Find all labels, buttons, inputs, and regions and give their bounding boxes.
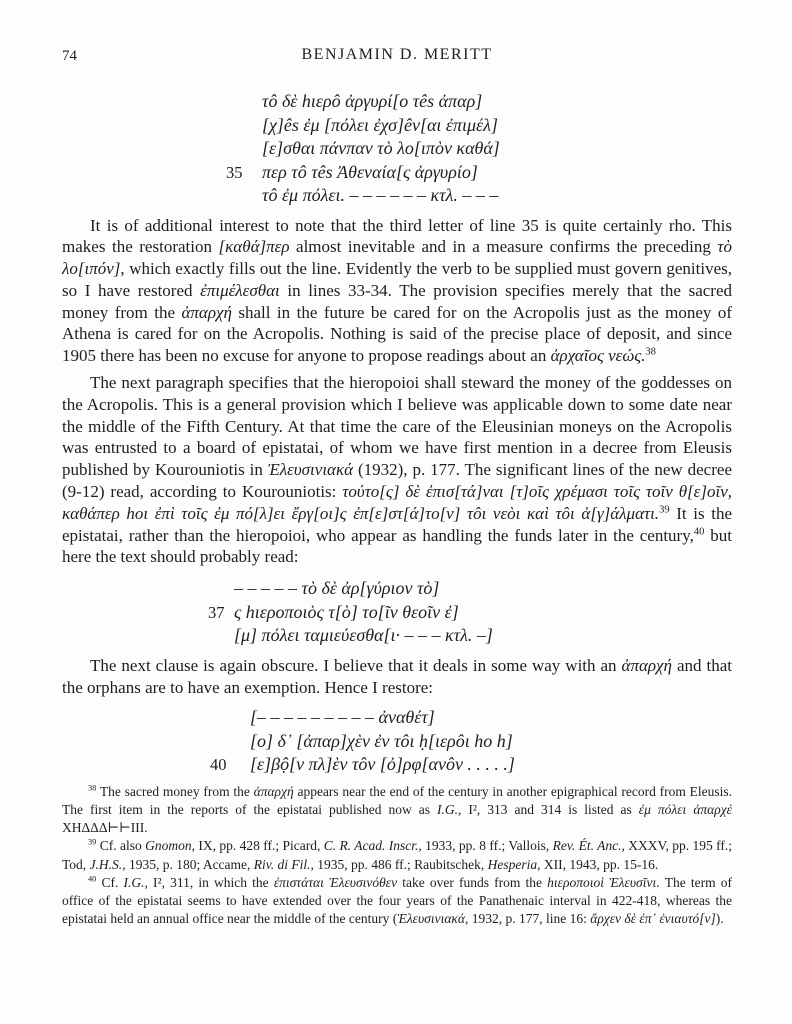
text-segment: 39 xyxy=(88,837,97,847)
text-segment: It is of additional interest to note that the third letter of line 35 is quite certainly rho. This makes the restoration xyxy=(62,215,732,257)
inscription-line-text: ς hιεροποιὸς τ[ὸ] το[ῖν θεοῖν ἐ] xyxy=(234,601,459,622)
text-segment: 38 xyxy=(645,346,656,358)
inscription-line xyxy=(226,184,732,208)
text-segment: take over funds from the xyxy=(397,874,548,890)
text-segment: I.G. xyxy=(123,874,145,890)
text-segment: , I², 313 and 314 is listed as xyxy=(457,802,639,818)
text-segment: τούτο[ς] δὲ ἐπισ[τά]ναι [τ]οῖς χρέμασι τοῖς τοῖν θ[ε]οῖν, καθάπερ hοι ἐπὶ τοῖς ἐμ πό[λ]ει ἔργ[οι]ς ἐπ[ε]στ[ά]το[ν] τôι νεὸι καὶ τôι ἀ[γ]άλματι. xyxy=(62,482,732,523)
inscription-line-number xyxy=(226,137,262,161)
text-segment: . The term of office of the epistatai seems to have extended over the four years of the Panathenaic interval in 422-418, whereas the epistatai held an annual office near the middle of the century ( xyxy=(62,874,732,927)
paragraph xyxy=(62,655,732,699)
text-segment: τὸ λο[ιπόν] xyxy=(62,237,732,279)
text-segment: , 1935, pp. 486 ff.; Raubitschek, xyxy=(310,856,488,872)
text-segment: , 1932, p. 177, line 16: xyxy=(464,911,591,927)
text-segment: , I², 311, in which the xyxy=(144,874,274,890)
text-segment: , 1935, p. 180; Accame, xyxy=(122,856,254,872)
footnote-39 xyxy=(62,837,732,873)
text-segment: but here the text should probably read: xyxy=(62,525,732,567)
text-segment: , XII, 1943, pp. 15-16. xyxy=(537,856,659,872)
text-segment: Rev. Ét. Anc. xyxy=(552,838,622,854)
text-segment: ἀπαρχή xyxy=(253,783,294,799)
running-head-author: BENJAMIN D. MERITT xyxy=(301,46,493,63)
inscription-line-text: τô ἐμ πόλει. – – – – – – κτλ. – – – xyxy=(262,185,499,205)
paragraph xyxy=(62,372,732,568)
inscription-line xyxy=(210,753,732,777)
text-segment: Riv. di Fil. xyxy=(253,856,311,872)
text-segment: 40 xyxy=(88,874,97,884)
inscription-line-text: – – – – – τὸ δὲ ἀρ[γύριον τὸ] xyxy=(234,578,440,599)
text-segment: The sacred money from the xyxy=(96,783,254,799)
text-segment: 38 xyxy=(88,783,97,793)
inscription-line-number xyxy=(208,624,234,648)
text-segment: ἐπιστάται Ἐλευσινόθεν xyxy=(273,874,398,890)
inscription-line-number xyxy=(226,184,262,208)
inscription-line xyxy=(226,90,732,114)
text-segment: , which exactly fills out the line. Evidently the verb to be supplied must govern genitives, so I have restored xyxy=(62,259,732,300)
text-segment: The next clause is again obscure. I believe that it deals in some way with an xyxy=(90,655,622,675)
page-number: 74 xyxy=(62,48,77,64)
footnotes-section xyxy=(62,783,732,929)
text-segment: C. R. Acad. Inscr. xyxy=(323,838,419,854)
text-segment: ἀπαρχή xyxy=(181,302,232,322)
text-segment: and that the orphans are to have an exemption. Hence I restore: xyxy=(62,655,732,697)
inscription-line-text: τô δὲ hιερô ἀργυρί[ο τês ἀπαρ] xyxy=(262,91,483,111)
inscription-line-number xyxy=(210,706,250,730)
text-segment: in lines 33-34. The provision specifies merely that the sacred money from the xyxy=(62,280,732,322)
text-segment: hιεροποιοὶ Ἐλευσῖνι xyxy=(547,874,657,890)
page-content xyxy=(62,46,732,928)
inscription-line xyxy=(226,161,732,185)
text-segment: shall in the future be cared for on the Acropolis just as the money of Athena is cared for on the Acropolis. Nothing is said of the precise place of deposit, and since 1905 there has been no excuse for anyone to propose readings about an xyxy=(62,302,732,366)
text-segment: , XXXV, pp. 195 ff.; Tod, xyxy=(62,838,732,872)
inscription-line-text: [ε]βộ[ν πλ]ὲν τôν [ὀ]ρφ[ανôν . . . . .] xyxy=(250,754,515,775)
inscription-line-text: [ο] δ᾽ [ἀπαρ]χὲν ἐν τôι ḥ[ιερôι ho h] xyxy=(250,730,513,751)
inscription-line xyxy=(226,114,732,138)
inscription-line-number xyxy=(226,114,262,138)
inscription-line-text: περ τô τês Ἀθεναία[ς ἀργυρίο] xyxy=(262,161,478,182)
text-segment: The next paragraph specifies that the hieropoioi shall steward the money of the goddesses on the Acropolis. This is a general provision which I believe was applicable down to some date near the middle of the Fifth Century. At that time the care of the Eleusinian moneys on the Acropolis was entrusted to a board of epistatai, of whom we have first mention in a decree from Eleusis published by Kourouniotis in xyxy=(62,373,732,480)
inscription-block-1 xyxy=(226,90,732,208)
inscription-line-number: 37 xyxy=(208,602,225,622)
text-segment: almost inevitable and in a measure confirms the preceding xyxy=(289,237,718,257)
text-segment: Ἐλευσινιακά xyxy=(397,911,465,927)
text-segment: (1932), p. 177. The significant lines of the new decree (9-12) read, according to Kourouniotis: xyxy=(62,460,732,502)
text-segment: ἐπιμέλεσθαι xyxy=(200,280,280,300)
text-segment: Hesperia xyxy=(487,856,538,872)
text-segment: , 1933, pp. 8 ff.; Vallois, xyxy=(418,838,553,854)
inscription-line xyxy=(208,601,732,625)
inscription-line-number xyxy=(226,90,262,114)
text-segment: [καθά]περ xyxy=(218,237,290,257)
inscription-line-text: [μ] πόλει ταμιεύεσθα[ι· – – – κτλ. –] xyxy=(234,625,493,646)
text-segment: , IX, pp. 428 ff.; Picard, xyxy=(191,838,324,854)
inscription-line xyxy=(210,730,732,754)
inscription-block-2 xyxy=(208,577,732,648)
text-segment: ἐμ πόλει ἀπαρχέ xyxy=(638,802,732,818)
text-segment: ἀπαρχή xyxy=(621,655,672,675)
inscription-line-text: [– – – – – – – – – ἀναθέτ] xyxy=(250,707,435,728)
text-segment: I.G. xyxy=(436,802,458,818)
text-segment: appears near the end of the century in another epigraphical record from Eleusis. The first item in the reports of the epistatai published now as xyxy=(62,783,732,818)
text-segment: Ἐλευσινιακά xyxy=(267,460,354,480)
inscription-line-number: 35 xyxy=(226,162,243,182)
text-segment: ). xyxy=(715,911,724,927)
text-segment: 39 xyxy=(659,504,670,516)
inscription-line xyxy=(210,706,732,730)
inscription-line xyxy=(208,624,732,648)
paragraph xyxy=(62,215,732,368)
footnote-38 xyxy=(62,783,732,838)
text-segment: It is the epistatai, rather than the hieropoioi, who appear as handling the funds later in the century, xyxy=(62,503,732,545)
text-segment: Cf. also xyxy=(96,838,146,854)
inscription-line xyxy=(208,577,732,601)
text-segment: 40 xyxy=(693,526,705,537)
inscription-block-3 xyxy=(210,706,732,777)
text-segment: Gnomon xyxy=(145,838,192,854)
inscription-line-number xyxy=(210,730,250,754)
inscription-line-text: [ε]σθαι πάνπαν τὸ λο[ιπὸν καθά] xyxy=(262,138,500,158)
text-segment: J.H.S. xyxy=(89,856,123,872)
text-segment: ἄρχεν δὲ ἐπ᾽ ἐνιαυτό[ν] xyxy=(590,911,716,927)
text-segment: ΧΗΔΔΔ⊢⊢ΙΙΙ. xyxy=(62,820,148,836)
inscription-line-number: 40 xyxy=(210,755,227,775)
text-segment: ἀρχαῖος νεώς. xyxy=(550,346,646,366)
inscription-line-text: [χ]ês ἐμ [πόλει ἐχσ]êν[αι ἐπιμέλ] xyxy=(262,114,498,135)
page-header xyxy=(62,46,732,66)
inscription-line-number xyxy=(208,577,234,601)
text-segment: Cf. xyxy=(96,874,124,890)
inscription-line xyxy=(226,137,732,161)
footnote-40 xyxy=(62,874,732,929)
